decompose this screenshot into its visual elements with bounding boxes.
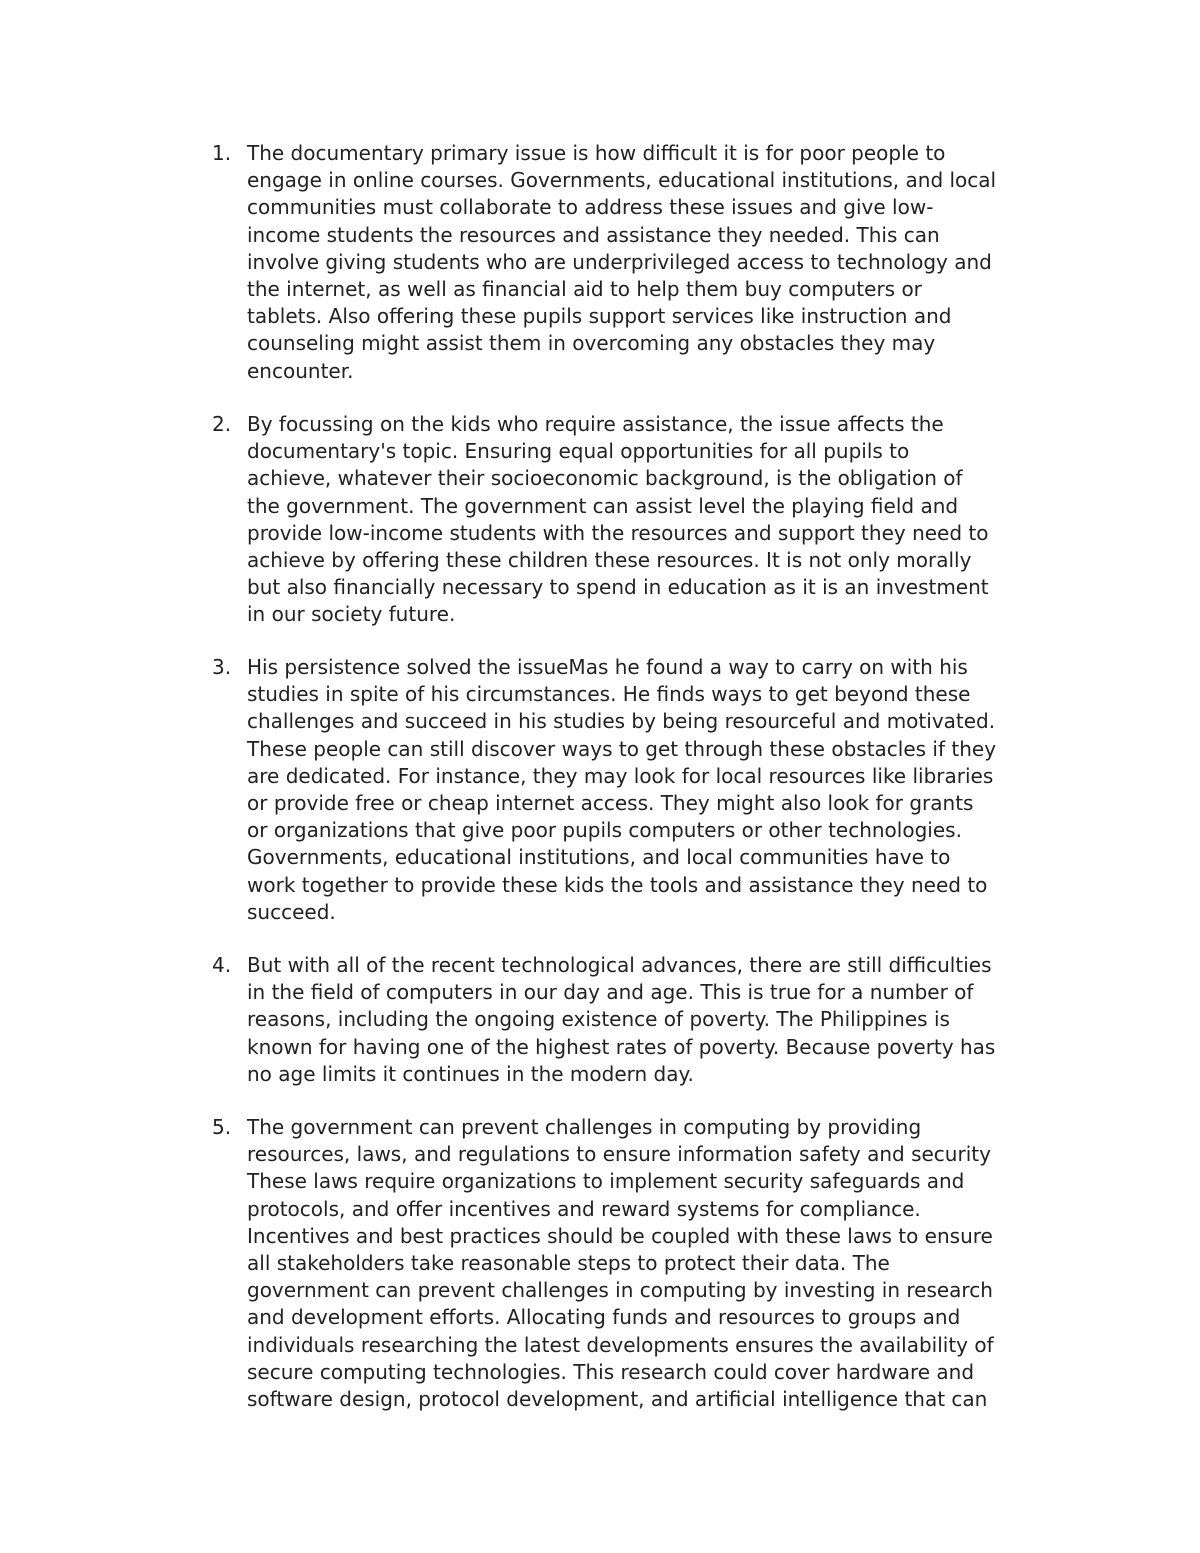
text-line: succeed. [247, 899, 336, 924]
text-line: software design, protocol development, and artificial intelligence that can [247, 1387, 988, 1412]
list-number: 5. [212, 1115, 232, 1139]
list-number: 2. [212, 412, 232, 436]
paragraph-text [247, 952, 1062, 1088]
text-line: These people can still discover ways to get through these obstacles if they [247, 736, 997, 761]
text-line: engage in online courses. Governments, educational institutions, and local [247, 168, 997, 193]
paragraph-text [247, 411, 1062, 629]
text-line: tablets. Also offering these pupils support services like instruction and [247, 304, 952, 329]
paragraph-text [247, 140, 1062, 385]
list-number: 4. [212, 953, 232, 977]
text-line: individuals researching the latest developments ensures the availability of [247, 1332, 994, 1357]
text-line: all stakeholders take reasonable steps to protect their data. The [247, 1251, 890, 1276]
text-line: The documentary primary issue is how difficult it is for poor people to [247, 141, 946, 165]
text-line: no age limits it continues in the modern day. [247, 1061, 694, 1086]
text-line: His persistence solved the issueMas he found a way to carry on with his [247, 655, 968, 679]
text-line: These laws require organizations to implement security safeguards and [247, 1169, 965, 1194]
text-line: reasons, including the ongoing existence of poverty. The Philippines is [247, 1007, 950, 1032]
text-line: work together to provide these kids the tools and assistance they need to [247, 872, 988, 897]
text-line: are dedicated. For instance, they may look for local resources like libraries [247, 763, 994, 788]
text-line: achieve by offering these children these resources. It is not only morally [247, 548, 972, 573]
text-line: or organizations that give poor pupils computers or other technologies. [247, 818, 962, 843]
text-line: communities must collaborate to address these issues and give low- [247, 195, 934, 220]
text-line: By focussing on the kids who require assistance, the issue affects the [247, 412, 944, 436]
text-line: But with all of the recent technological advances, there are still difficulties [247, 953, 992, 977]
text-line: but also financially necessary to spend in education as it is an investment [247, 575, 989, 600]
text-line: encounter. [247, 358, 354, 383]
text-line: achieve, whatever their socioeconomic background, is the obligation of [247, 466, 963, 491]
list-number: 1. [212, 141, 232, 165]
text-line: counseling might assist them in overcoming any obstacles they may [247, 331, 936, 356]
text-line: Governments, educational institutions, and local communities have to [247, 845, 951, 870]
text-line: protocols, and offer incentives and reward systems for compliance. [247, 1196, 921, 1221]
text-line: The government can prevent challenges in computing by providing [247, 1115, 922, 1139]
text-line: income students the resources and assistance they needed. This can [247, 222, 940, 247]
text-line: provide low-income students with the resources and support they need to [247, 520, 989, 545]
text-line: the internet, as well as financial aid to help them buy computers or [247, 277, 922, 302]
text-line: in our society future. [247, 602, 456, 627]
paragraph-text [247, 1114, 1062, 1413]
text-line: and development efforts. Allocating funds and resources to groups and [247, 1305, 961, 1330]
text-line: secure computing technologies. This research could cover hardware and [247, 1359, 975, 1384]
list-number: 3. [212, 655, 232, 679]
text-line: in the field of computers in our day and age. This is true for a number of [247, 980, 974, 1005]
text-line: Incentives and best practices should be coupled with these laws to ensure [247, 1223, 993, 1248]
text-line: known for having one of the highest rates of poverty. Because poverty has [247, 1034, 996, 1059]
text-line: studies in spite of his circumstances. He finds ways to get beyond these [247, 682, 971, 707]
text-line: the government. The government can assist level the playing field and [247, 493, 959, 518]
text-line: challenges and succeed in his studies by being resourceful and motivated. [247, 709, 996, 734]
text-line: documentary's topic. Ensuring equal opportunities for all pupils to [247, 439, 910, 464]
paragraph-text [247, 654, 1062, 926]
text-line: government can prevent challenges in computing by investing in research [247, 1278, 993, 1303]
text-line: resources, laws, and regulations to ensure information safety and security [247, 1142, 991, 1167]
text-line: involve giving students who are underprivileged access to technology and [247, 249, 992, 274]
text-line: or provide free or cheap internet access. They might also look for grants [247, 791, 974, 816]
